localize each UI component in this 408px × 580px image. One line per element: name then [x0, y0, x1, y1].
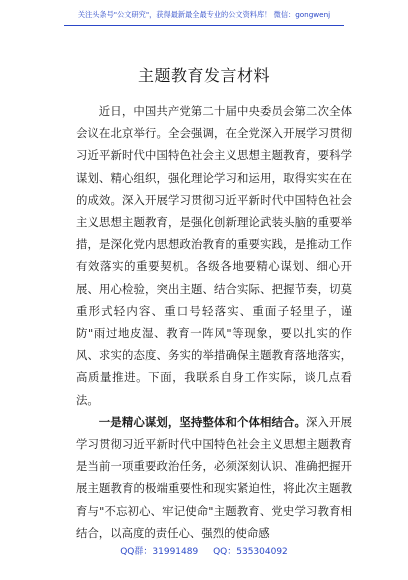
footer-qq: QQ：535304092: [213, 547, 288, 557]
header-divider: [64, 25, 344, 26]
paragraph-point-one: [76, 411, 352, 544]
header-banner: [0, 0, 408, 40]
header-notice: 关注头条号"公文研究"，获得最新最全最专业的公文资料库！ 微信：gongwenj: [77, 10, 331, 19]
point-one-heading: 一是精心谋划，坚持整体和个体相结合。: [98, 414, 307, 429]
point-one-body: 深入开展学习贯彻习近平新时代中国特色社会主义思想主题教育是当前一项重要政治任务，必须深刻认识、准确把握开展主题教育的极端重要性和现实紧迫性，将此次主题教育与"不忘初心、牢记使命"主题教育、党史学习教育相结合，以高度的责任心、强烈的使命感: [76, 414, 352, 540]
document-title: 主题教育发言材料: [137, 66, 270, 85]
document-body: [76, 100, 352, 544]
paragraph-intro: 近日，中国共产党第二十届中央委员会第二次全体会议在北京举行。全会强调，在全党深入开展学习贯彻习近平新时代中国特色社会主义思想主题教育，要科学谋划、精心组织，强化理论学习和运用，取得实实在在的成效。深入开展学习贯彻习近平新时代中国特色社会主义思想主题教育，是强化创新理论武装头脑的重要举措，是深化党内思想政治教育的重要实践，是推动工作有效落实的重要契机。各级各地要精心谋划、细心开展、用心检验，突出主题、结合实际、把握节奏，切莫重形式轻内容、重口号轻落实、重面子轻里子，谨防"雨过地皮湿、教育一阵风"等现象，要以扎实的作风、求实的态度、务实的举措确保主题教育落地落实，高质量推进。下面，我联系自身工作实际，谈几点看法。: [76, 104, 352, 407]
footer-qq-group: QQ群：31991489: [120, 547, 199, 557]
footer-contact: [0, 544, 408, 557]
